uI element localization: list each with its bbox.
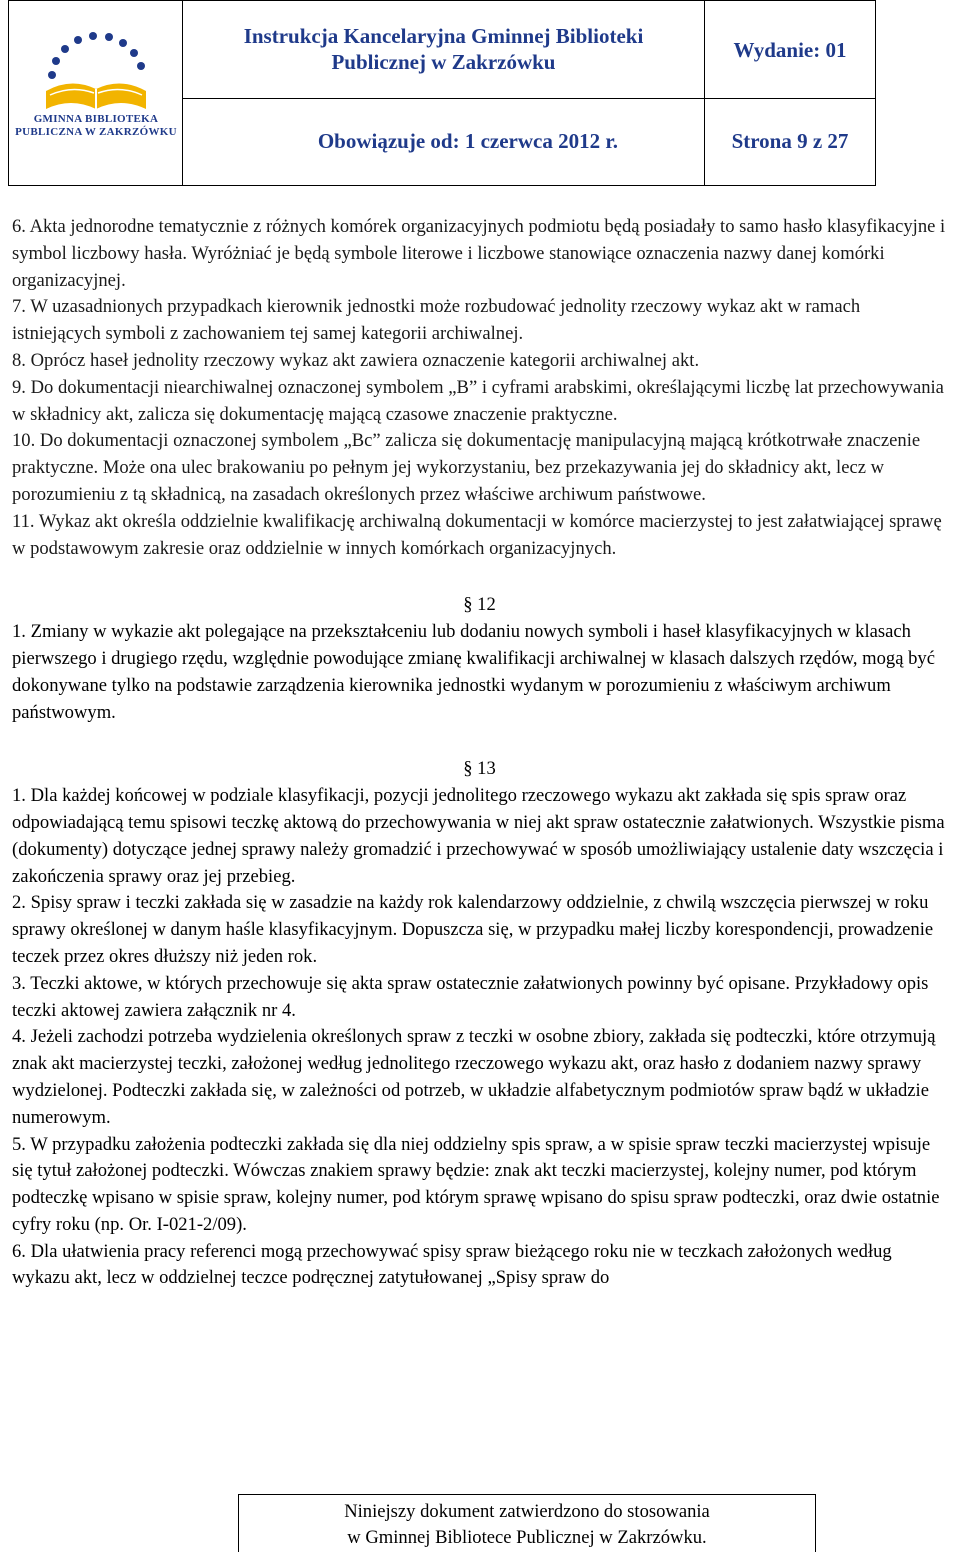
section-heading: § 13: [463, 758, 496, 780]
title-line-1: Instrukcja Kancelaryjna Gminnej Biblioteki: [243, 24, 644, 48]
paragraph: 10. Do dokumentacji oznaczonej symbolem „Bc” zalicza się dokumentację manipulacyjną mającą krótkotrwałe znaczenie praktyczne. Może ona ulec brakowaniu po pełnym jej wykorzystaniu, bez przekazywania jej do składnicy akt, lecz w porozumieniu z tą składnicą, na zasadach określonych przez właściwe archiwum państwowe.: [12, 430, 921, 505]
paragraph: 6. Akta jednorodne tematycznie z różnych komórek organizacyjnych podmiotu będą posiadały to samo hasło klasyfikacyjne i symbol liczbowy hasła. Wyróżniać je będą symbole literowe i liczbowe stanowiące oznaczenia nazwy danej komórki organizacyjnej.: [12, 216, 946, 291]
paragraph: 8. Oprócz haseł jednolity rzeczowy wykaz akt zawiera oznaczenie kategorii archiwalnej akt.: [12, 349, 700, 371]
footer-line-1: Niniejszy dokument zatwierdzono do stosowania: [344, 1501, 710, 1522]
document-title: [183, 1, 705, 99]
paragraph: 4. Jeżeli zachodzi potrzeba wydzielenia określonych spraw z teczki w osobne zbiory, zakłada się podteczki, które otrzymują znak akt macierzystej teczki, założonej według jednolitego rzeczowego wykazu akt, oraz hasło z dodaniem nazwy sprawy wydzielonej. Podteczki zakłada się, w zależności od potrzeb, w układzie alfabetycznym podmiotów spraw bądź w układzie numerowym.: [12, 1026, 936, 1128]
page-number: Strona 9 z 27: [731, 129, 849, 153]
footer-line-2: w Gminnej Bibliotece Publicznej w Zakrzówku.: [347, 1527, 707, 1548]
paragraph: 1. Zmiany w wykazie akt polegające na przekształceniu lub dodaniu nowych symboli i haseł klasyfikacyjnych w klasach pierwszego i drugiego rzędu, względnie powodujące zmianę kwalifikacji archiwalnej w klasach dalszych rzędów, mogą być dokonywane tylko na podstawie zarządzenia kierownika jednostki wydanym w porozumieniu z właściwym archiwum państwowym.: [12, 621, 935, 723]
library-logo: [26, 29, 166, 169]
document-header: [8, 0, 876, 186]
edition: Wydanie: 01: [705, 1, 875, 99]
paragraph: 11. Wykaz akt określa oddzielnie kwalifikację archiwalną dokumentacji w komórce macierzystej to jest załatwiającej sprawę w podstawowym zakresie oraz oddzielnie w innych komórkach organizacyjnych.: [12, 510, 942, 559]
book-icon: [26, 29, 166, 119]
paragraph: 2. Spisy spraw i teczki zakłada się w zasadzie na każdy rok kalendarzowy oddzielnie, z chwilą wszczęcia pierwszej w roku sprawy określonej w danym haśle klasyfikacyjnym. Dopuszcza się, w przypadku małej liczby korespondencji, prowadzenie teczek przez okres dłuższy niż jeden rok.: [12, 892, 934, 967]
paragraph: 7. W uzasadnionych przypadkach kierownik jednostki może rozbudować jednolity rzeczowy wykaz akt w ramach istniejących symboli z zachowaniem tej samej kategorii archiwalnej.: [12, 296, 861, 345]
valid-from: Obowiązuje od: 1 czerwca 2012 r.: [183, 99, 705, 185]
title-line-2: Publicznej w Zakrzówku: [331, 50, 556, 74]
section-heading: § 12: [463, 594, 496, 616]
paragraph: 1. Dla każdej końcowej w podziale klasyfikacji, pozycji jednolitego rzeczowego wykazu akt zakłada się spis spraw oraz odpowiadającą temu spisowi teczkę aktową do przechowywania w niej akt spraw ostatecznie załatwionych. Wszystkie pisma (dokumenty) dotyczące jednej sprawy należy gromadzić i przechowywać w sposób umożliwiający ustalenie daty wszczęcia i zakończenia sprawy oraz jej przebieg.: [12, 785, 945, 887]
paragraph: 3. Teczki aktowe, w których przechowuje się akta spraw ostatecznie załatwionych powinny być opisane. Przykładowy opis teczki aktowej zawiera załącznik nr 4.: [12, 972, 929, 1021]
logo-line-1: GMINNA BIBLIOTEKA: [33, 113, 159, 125]
logo-line-2: PUBLICZNA W ZAKRZÓWKU: [15, 126, 177, 138]
document-body: [12, 214, 947, 1292]
paragraph: 9. Do dokumentacji niearchiwalnej oznaczonej symbolem „B” i cyframi arabskimi, określającymi liczbę lat przechowywania w składnicy akt, zalicza się dokumentację mającą czasowe znaczenie praktyczne.: [12, 376, 944, 425]
logo-text: [9, 113, 183, 139]
logo-cell: [9, 1, 183, 185]
paragraph: 6. Dla ułatwienia pracy referenci mogą przechowywać spisy spraw bieżącego roku nie w teczkach założonych według wykazu akt, lecz w oddzielnej teczce podręcznej zatytułowanej „Spisy spraw do: [12, 1240, 892, 1289]
document-footer: [238, 1494, 816, 1552]
paragraph: 5. W przypadku założenia podteczki zakłada się dla niej oddzielny spis spraw, a w spisie spraw teczki macierzystej wpisuje się tytuł założonej podteczki. Wówczas znakiem sprawy będzie: znak akt teczki macierzystej, kolejny numer, pod którym podteczkę wpisano w spisie spraw, kolejny numer, pod którym sprawę wpisano do spisu spraw podteczki, oraz dwie ostatnie cyfry roku (np. Or. I-021-2/09).: [12, 1133, 940, 1235]
